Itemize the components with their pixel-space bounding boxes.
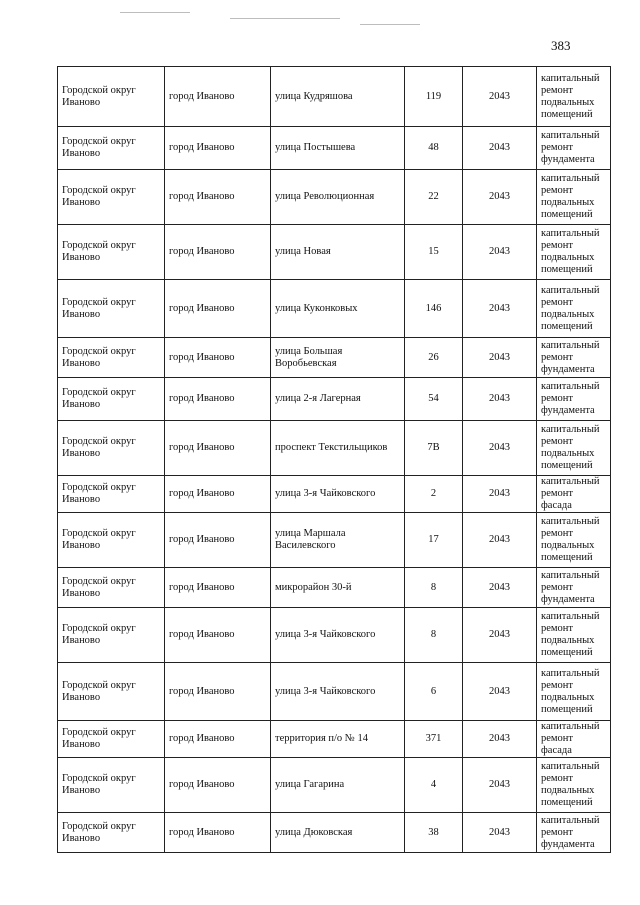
city-cell: город Иваново <box>165 721 271 758</box>
city-cell: город Иваново <box>165 338 271 378</box>
house-number-cell: 8 <box>405 568 463 608</box>
street-cell: микрорайон 30-й <box>271 568 405 608</box>
work-type-cell: капитальный ремонт фундамента <box>537 813 611 853</box>
municipality-cell: Городской округ Иваново <box>58 378 165 421</box>
city-cell: город Иваново <box>165 127 271 170</box>
municipality-cell: Городской округ Иваново <box>58 67 165 127</box>
registry-table-body <box>58 67 611 853</box>
table-row <box>58 758 611 813</box>
house-number-cell: 17 <box>405 513 463 568</box>
work-type-cell: капитальный ремонт подвальных помещений <box>537 608 611 663</box>
municipality-cell: Городской округ Иваново <box>58 280 165 338</box>
work-type-cell: капитальный ремонт подвальных помещений <box>537 170 611 225</box>
table-row <box>58 280 611 338</box>
municipality-cell: Городской округ Иваново <box>58 476 165 513</box>
house-number-cell: 54 <box>405 378 463 421</box>
municipality-cell: Городской округ Иваново <box>58 338 165 378</box>
municipality-cell: Городской округ Иваново <box>58 758 165 813</box>
table-row <box>58 476 611 513</box>
municipality-cell: Городской округ Иваново <box>58 127 165 170</box>
year-cell: 2043 <box>463 338 537 378</box>
scan-noise <box>120 12 190 13</box>
street-cell: проспект Текстильщиков <box>271 421 405 476</box>
city-cell: город Иваново <box>165 170 271 225</box>
street-cell: улица Новая <box>271 225 405 280</box>
street-cell: улица Постышева <box>271 127 405 170</box>
house-number-cell: 38 <box>405 813 463 853</box>
table-row <box>58 225 611 280</box>
table-row <box>58 813 611 853</box>
work-type-cell: капитальный ремонт подвальных помещений <box>537 225 611 280</box>
work-type-cell: капитальный ремонт фундамента <box>537 127 611 170</box>
table-row <box>58 170 611 225</box>
municipality-cell: Городской округ Иваново <box>58 663 165 721</box>
work-type-cell: капитальный ремонт фундамента <box>537 338 611 378</box>
house-number-cell: 7В <box>405 421 463 476</box>
page-number: 383 <box>551 38 571 53</box>
house-number-cell: 26 <box>405 338 463 378</box>
municipality-cell: Городской округ Иваново <box>58 225 165 280</box>
year-cell: 2043 <box>463 127 537 170</box>
street-cell: улица Гагарина <box>271 758 405 813</box>
city-cell: город Иваново <box>165 608 271 663</box>
registry-table <box>57 66 611 853</box>
house-number-cell: 119 <box>405 67 463 127</box>
city-cell: город Иваново <box>165 758 271 813</box>
municipality-cell: Городской округ Иваново <box>58 513 165 568</box>
city-cell: город Иваново <box>165 568 271 608</box>
house-number-cell: 48 <box>405 127 463 170</box>
street-cell: улица Маршала Василевского <box>271 513 405 568</box>
year-cell: 2043 <box>463 67 537 127</box>
table-row <box>58 608 611 663</box>
work-type-cell: капитальный ремонт подвальных помещений <box>537 513 611 568</box>
work-type-cell: капитальный ремонт фасада <box>537 721 611 758</box>
table-row <box>58 721 611 758</box>
year-cell: 2043 <box>463 476 537 513</box>
house-number-cell: 8 <box>405 608 463 663</box>
municipality-cell: Городской округ Иваново <box>58 608 165 663</box>
year-cell: 2043 <box>463 280 537 338</box>
street-cell: улица Кудряшова <box>271 67 405 127</box>
scan-noise <box>360 24 420 25</box>
table-row <box>58 67 611 127</box>
city-cell: город Иваново <box>165 476 271 513</box>
municipality-cell: Городской округ Иваново <box>58 813 165 853</box>
city-cell: город Иваново <box>165 813 271 853</box>
city-cell: город Иваново <box>165 225 271 280</box>
work-type-cell: капитальный ремонт подвальных помещений <box>537 758 611 813</box>
municipality-cell: Городской округ Иваново <box>58 421 165 476</box>
house-number-cell: 371 <box>405 721 463 758</box>
year-cell: 2043 <box>463 721 537 758</box>
city-cell: город Иваново <box>165 280 271 338</box>
street-cell: улица Куконковых <box>271 280 405 338</box>
street-cell: улица Дюковская <box>271 813 405 853</box>
city-cell: город Иваново <box>165 663 271 721</box>
year-cell: 2043 <box>463 813 537 853</box>
work-type-cell: капитальный ремонт подвальных помещений <box>537 67 611 127</box>
table-row <box>58 421 611 476</box>
year-cell: 2043 <box>463 378 537 421</box>
year-cell: 2043 <box>463 513 537 568</box>
table-row <box>58 378 611 421</box>
house-number-cell: 146 <box>405 280 463 338</box>
year-cell: 2043 <box>463 421 537 476</box>
house-number-cell: 4 <box>405 758 463 813</box>
city-cell: город Иваново <box>165 421 271 476</box>
year-cell: 2043 <box>463 568 537 608</box>
house-number-cell: 22 <box>405 170 463 225</box>
work-type-cell: капитальный ремонт подвальных помещений <box>537 663 611 721</box>
street-cell: улица 3-я Чайковского <box>271 476 405 513</box>
table-row <box>58 127 611 170</box>
house-number-cell: 6 <box>405 663 463 721</box>
street-cell: улица Большая Воробьевская <box>271 338 405 378</box>
work-type-cell: капитальный ремонт фасада <box>537 476 611 513</box>
year-cell: 2043 <box>463 663 537 721</box>
scan-noise <box>230 18 340 19</box>
street-cell: улица 3-я Чайковского <box>271 608 405 663</box>
work-type-cell: капитальный ремонт фундамента <box>537 378 611 421</box>
municipality-cell: Городской округ Иваново <box>58 170 165 225</box>
municipality-cell: Городской округ Иваново <box>58 568 165 608</box>
house-number-cell: 15 <box>405 225 463 280</box>
street-cell: улица 2-я Лагерная <box>271 378 405 421</box>
table-row <box>58 568 611 608</box>
street-cell: улица Революционная <box>271 170 405 225</box>
city-cell: город Иваново <box>165 67 271 127</box>
house-number-cell: 2 <box>405 476 463 513</box>
table-row <box>58 513 611 568</box>
work-type-cell: капитальный ремонт подвальных помещений <box>537 280 611 338</box>
year-cell: 2043 <box>463 608 537 663</box>
work-type-cell: капитальный ремонт подвальных помещений <box>537 421 611 476</box>
street-cell: территория п/о № 14 <box>271 721 405 758</box>
city-cell: город Иваново <box>165 378 271 421</box>
year-cell: 2043 <box>463 225 537 280</box>
street-cell: улица 3-я Чайковского <box>271 663 405 721</box>
municipality-cell: Городской округ Иваново <box>58 721 165 758</box>
year-cell: 2043 <box>463 758 537 813</box>
table-row <box>58 663 611 721</box>
year-cell: 2043 <box>463 170 537 225</box>
city-cell: город Иваново <box>165 513 271 568</box>
work-type-cell: капитальный ремонт фундамента <box>537 568 611 608</box>
table-row <box>58 338 611 378</box>
